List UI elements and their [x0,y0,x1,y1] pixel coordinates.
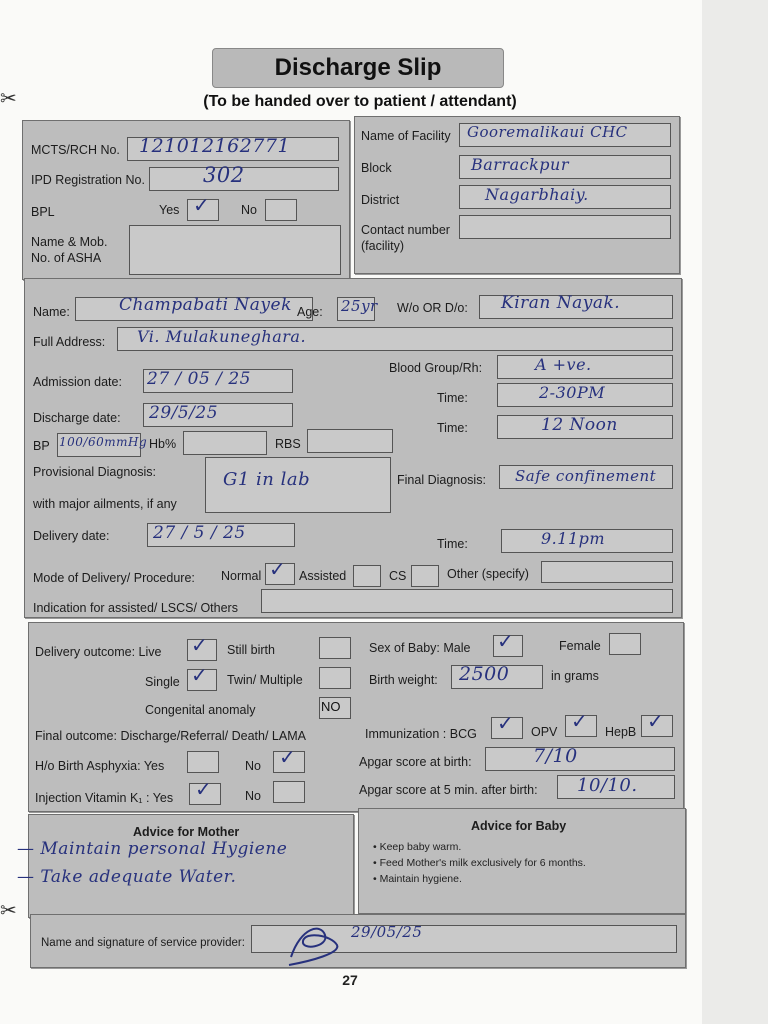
contact-field[interactable] [459,215,671,239]
block-value: Barrackpur [471,155,569,174]
provisional-diagnosis-label: Provisional Diagnosis: [33,465,156,479]
district-label: District [361,193,400,207]
bpl-no-label: No [241,203,257,217]
advice-baby-item: • Maintain hygiene. [373,873,462,885]
scissors-icon: ✂ [0,88,17,110]
advice-mother-line-1: — Maintain personal Hygiene [17,839,288,859]
blood-group-value: A +ve. [535,355,592,374]
asphyxia-yes-checkbox[interactable] [187,751,219,773]
check-mark-icon: ✓ [497,631,514,653]
admission-time-label: Time: [437,391,468,405]
assisted-checkbox[interactable] [353,565,381,587]
mcts-value: 121012162771 [139,135,291,157]
bp-value: 100/60mmHg [59,435,148,449]
check-mark-icon: ✓ [647,711,664,733]
check-mark-icon: ✓ [269,559,286,581]
apgar-5min-label: Apgar score at 5 min. after birth: [359,783,538,797]
check-mark-icon: ✓ [571,711,588,733]
congenital-label: Congenital anomaly [145,703,256,717]
advice-mother-line-2: — Take adequate Water. [17,867,237,887]
patient-name-label: Name: [33,305,70,319]
cs-label: CS [389,569,407,583]
blood-group-label: Blood Group/Rh: [389,361,483,375]
contact-label-1: Contact number [361,223,450,237]
still-birth-label: Still birth [227,643,275,657]
immunization-label: Immunization : BCG [365,727,477,741]
admission-time-value: 2-30PM [539,383,606,402]
advice-mother-title: Advice for Mother [133,825,240,839]
age-value: 25yr [341,297,378,315]
facility-panel [354,116,680,274]
female-label: Female [559,639,601,653]
page-number: 27 [342,972,358,988]
indication-field[interactable] [261,589,673,613]
other-label: Other (specify) [447,567,529,581]
final-diagnosis-label: Final Diagnosis: [397,473,486,487]
facility-name-label: Name of Facility [361,129,451,143]
still-birth-checkbox[interactable] [319,637,351,659]
rbs-label: RBS [275,437,301,451]
asphyxia-label: H/o Birth Asphyxia: Yes [35,759,165,773]
block-label: Block [361,161,392,175]
facility-name-value: Gooremalikaui CHC [467,123,628,141]
final-outcome-label: Final outcome: Discharge/Referral/ Death/ LAMA [35,729,306,743]
form-subtitle: (To be handed over to patient / attendant) [203,93,517,110]
asha-label-1: Name & Mob. [31,235,108,249]
vitamin-k-no-label: No [245,789,261,803]
sex-of-baby-label: Sex of Baby: Male [369,641,471,655]
indication-label: Indication for assisted/ LSCS/ Others [33,601,238,615]
check-mark-icon: ✓ [191,665,208,687]
check-mark-icon: ✓ [191,635,208,657]
registration-panel [22,120,350,280]
age-label: Age: [297,305,323,319]
check-mark-icon: ✓ [195,779,212,801]
rbs-field[interactable] [307,429,393,453]
bpl-no-checkbox[interactable] [265,199,297,221]
opv-label: OPV [531,725,558,739]
provisional-diagnosis-sublabel: with major ailments, if any [33,497,177,511]
mode-of-delivery-label: Mode of Delivery/ Procedure: [33,571,195,585]
asphyxia-no-label: No [245,759,261,773]
assisted-label: Assisted [299,569,347,583]
provider-panel [30,914,686,968]
form-title: Discharge Slip [212,48,504,88]
discharge-time-label: Time: [437,421,468,435]
ipd-label: IPD Registration No. [31,173,145,187]
bp-label: BP [33,439,50,453]
advice-mother-panel [17,814,354,918]
patient-name-value: Champabati Nayek [119,295,292,315]
female-checkbox[interactable] [609,633,641,655]
admission-date-label: Admission date: [33,375,122,389]
bpl-yes-label: Yes [159,203,180,217]
apgar-birth-value: 7/10 [533,745,578,767]
check-mark-icon: ✓ [279,747,296,769]
mcts-label: MCTS/RCH No. [31,143,120,157]
apgar-birth-label: Apgar score at birth: [359,755,472,769]
admission-date-value: 27 / 05 / 25 [147,369,251,389]
provider-label: Name and signature of service provider: [41,937,245,949]
check-mark-icon: ✓ [193,195,210,217]
final-diagnosis-value: Safe confinement [515,467,657,485]
signature-mark [281,917,361,967]
discharge-date-value: 29/5/25 [149,403,219,423]
bpl-label: BPL [31,205,55,219]
advice-baby-panel [358,808,686,914]
twin-label: Twin/ Multiple [227,673,303,687]
address-label: Full Address: [33,335,106,349]
delivery-date-value: 27 / 5 / 25 [153,523,246,543]
advice-baby-item: • Feed Mother's milk exclusively for 6 months. [373,857,586,869]
vitamin-k-label: Injection Vitamin K₁ : Yes [35,791,174,805]
hepb-label: HepB [605,725,637,739]
provisional-diagnosis-value: G1 in lab [223,469,311,490]
wo-value: Kiran Nayak. [501,293,621,313]
congenital-value: NO [321,699,341,714]
patient-panel [24,278,682,618]
district-value: Nagarbhaiy. [485,185,589,204]
vitamin-k-no-checkbox[interactable] [273,781,305,803]
outcome-panel [28,622,684,812]
delivery-outcome-label: Delivery outcome: Live [35,645,162,659]
wo-label: W/o OR D/o: [397,301,468,315]
scissors-icon: ✂ [0,900,17,922]
cs-checkbox[interactable] [411,565,439,587]
discharge-date-label: Discharge date: [33,411,121,425]
provider-date-value: 29/05/25 [351,923,423,941]
hb-label: Hb% [149,437,177,451]
discharge-time-value: 12 Noon [541,415,618,435]
asha-label-2: No. of ASHA [31,251,102,265]
single-label: Single [145,675,180,689]
address-value: Vi. Mulakuneghara. [137,327,307,346]
delivery-time-label: Time: [437,537,468,551]
page-edge [702,0,768,1024]
other-field[interactable] [541,561,673,583]
check-mark-icon: ✓ [497,713,514,735]
apgar-birth-field[interactable] [485,747,675,771]
ipd-value: 302 [203,163,245,187]
twin-checkbox[interactable] [319,667,351,689]
birth-weight-label: Birth weight: [369,673,438,687]
delivery-date-label: Delivery date: [33,529,110,543]
delivery-time-value: 9.11pm [541,529,606,548]
hb-field[interactable] [183,431,267,455]
advice-baby-title: Advice for Baby [471,819,567,833]
birth-weight-value: 2500 [459,663,510,685]
grams-label: in grams [551,669,599,683]
advice-baby-item: • Keep baby warm. [373,841,462,853]
contact-label-2: (facility) [361,239,405,253]
apgar-5min-value: 10/10. [577,775,638,796]
asha-field[interactable] [129,225,341,275]
normal-label: Normal [221,569,262,583]
